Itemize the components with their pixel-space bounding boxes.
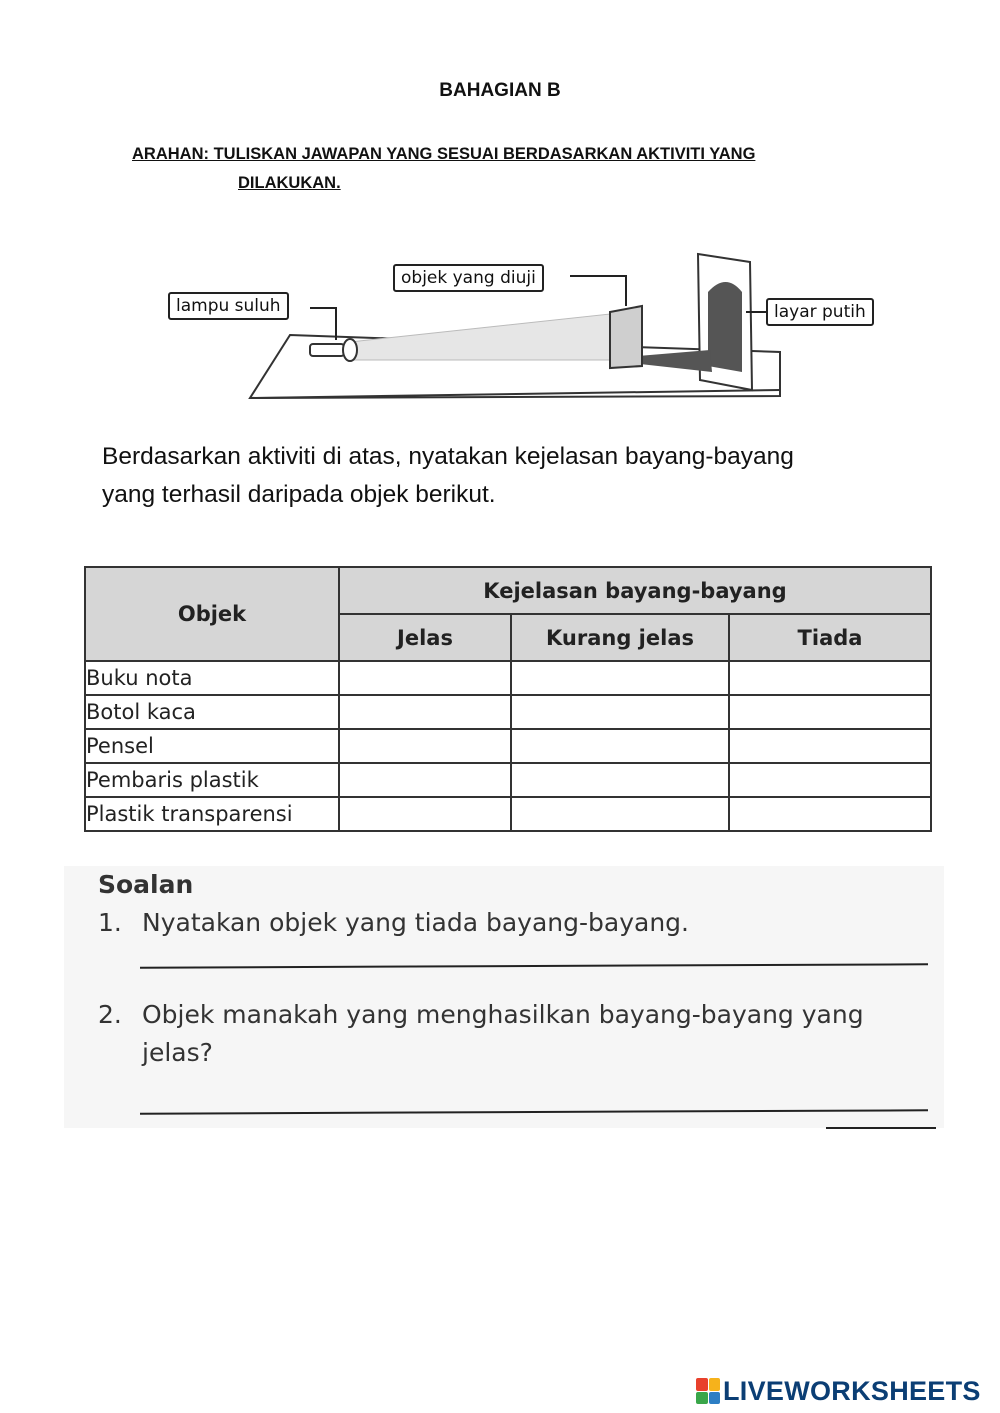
question-2-text: Objek manakah yang menghasilkan bayang-bayang yang jelas?	[142, 1000, 864, 1067]
answer-cell-less-clear[interactable]	[511, 729, 729, 763]
instruction-line-1: ARAHAN: TULISKAN JAWAPAN YANG SESUAI BERDASARKAN AKTIVITI YANG	[132, 145, 756, 163]
shadow-clarity-table	[84, 566, 932, 832]
answer-cell-clear[interactable]	[339, 797, 511, 831]
header-shadow-clarity: Kejelasan bayang-bayang	[339, 567, 931, 614]
question-2	[98, 996, 918, 1076]
answer-cell-none[interactable]	[729, 797, 931, 831]
label-torch: lampu suluh	[168, 292, 289, 320]
answer-cell-none[interactable]	[729, 729, 931, 763]
answer-cell-clear[interactable]	[339, 661, 511, 695]
object-name: Buku nota	[85, 661, 339, 695]
object-name: Plastik transparensi	[85, 797, 339, 831]
liveworksheets-logo-icon	[696, 1378, 720, 1404]
table-row	[85, 729, 931, 763]
section-title: BAHAGIAN B	[439, 80, 561, 101]
liveworksheets-brand	[696, 1374, 981, 1408]
table-row	[85, 695, 931, 729]
answer-cell-none[interactable]	[729, 763, 931, 797]
header-clear: Jelas	[339, 614, 511, 661]
questions-heading: Soalan	[98, 870, 194, 899]
question-1	[98, 904, 918, 944]
table-row	[85, 661, 931, 695]
answer-cell-none[interactable]	[729, 661, 931, 695]
answer-cell-less-clear[interactable]	[511, 661, 729, 695]
header-object: Objek	[85, 567, 339, 661]
question-prompt-line-1: Berdasarkan aktiviti di atas, nyatakan kejelasan bayang-bayang	[102, 443, 794, 470]
question-1-text: Nyatakan objek yang tiada bayang-bayang.	[142, 908, 689, 937]
brand-name: LIVEWORKSHEETS	[723, 1375, 981, 1406]
answer-line-extra	[826, 1127, 936, 1129]
test-object	[610, 306, 642, 368]
light-beam	[350, 314, 610, 360]
header-less-clear: Kurang jelas	[511, 614, 729, 661]
experiment-diagram	[160, 240, 900, 410]
question-1-number: 1.	[98, 908, 122, 937]
object-name: Pembaris plastik	[85, 763, 339, 797]
answer-cell-less-clear[interactable]	[511, 797, 729, 831]
question-2-number: 2.	[98, 1000, 122, 1029]
label-test-object: objek yang diuji	[393, 264, 544, 292]
answer-cell-less-clear[interactable]	[511, 763, 729, 797]
instruction-line-2: DILAKUKAN.	[238, 174, 341, 192]
object-name: Pensel	[85, 729, 339, 763]
answer-cell-clear[interactable]	[339, 763, 511, 797]
object-name: Botol kaca	[85, 695, 339, 729]
answer-cell-less-clear[interactable]	[511, 695, 729, 729]
answer-cell-none[interactable]	[729, 695, 931, 729]
question-prompt-line-2: yang terhasil daripada objek berikut.	[102, 481, 496, 508]
answer-cell-clear[interactable]	[339, 695, 511, 729]
label-white-screen: layar putih	[766, 298, 874, 326]
table-row	[85, 797, 931, 831]
shadow-on-screen	[708, 282, 742, 372]
header-none: Tiada	[729, 614, 931, 661]
answer-cell-clear[interactable]	[339, 729, 511, 763]
instruction	[132, 140, 892, 198]
torch	[310, 344, 344, 356]
table-row	[85, 763, 931, 797]
question-prompt	[102, 438, 922, 514]
